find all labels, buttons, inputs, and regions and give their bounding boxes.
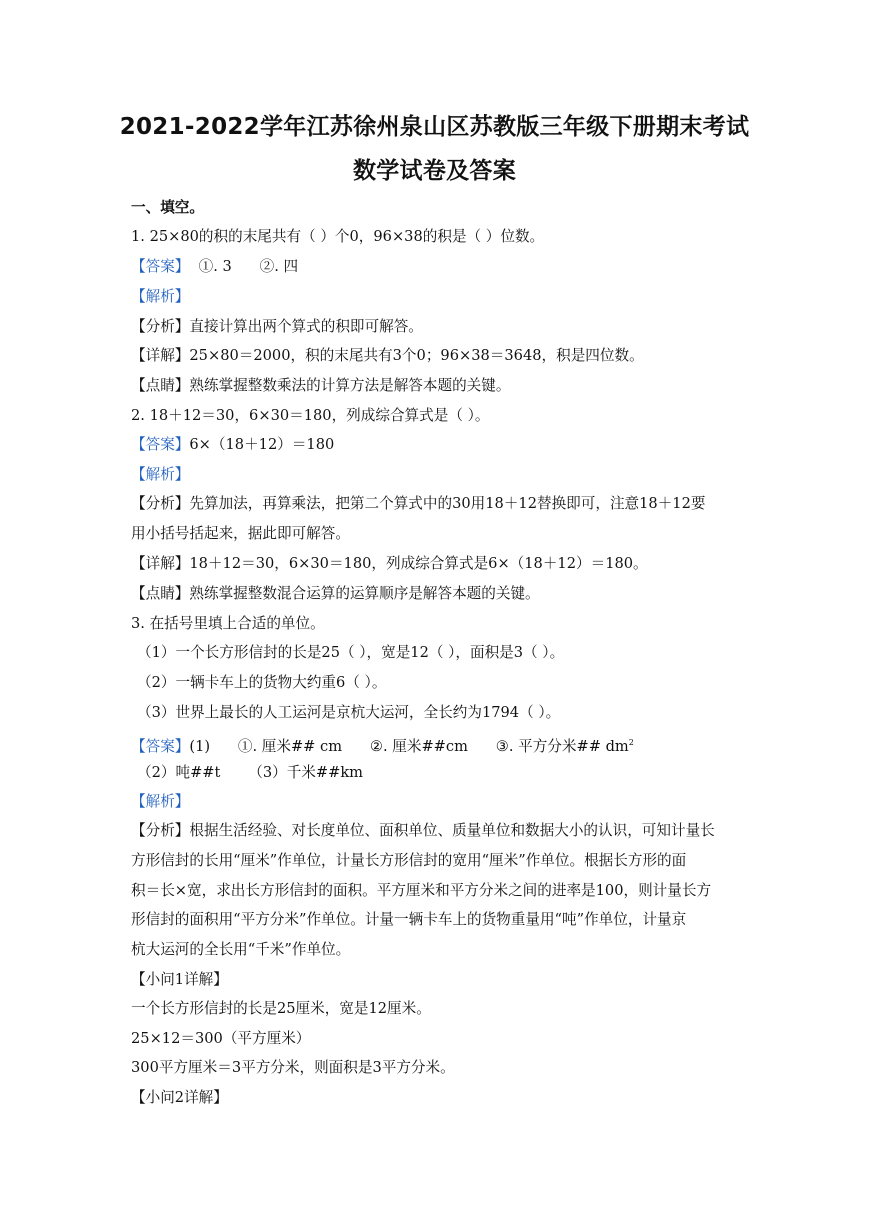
q3-fenxi: [131, 821, 715, 841]
q2-xiangjie: [131, 554, 648, 574]
question-1: 1. 25×80的积的末尾共有（ ）个0，96×38的积是（ ）位数。: [131, 228, 545, 245]
q3-fenxi-text-2: 方形信封的长用“厘米”作单位，计量长方形信封的宽用“厘米”作单位。根据长方形的面: [131, 852, 687, 869]
dianjing-tag: 【点睛】: [131, 585, 190, 602]
question-2: 2. 18＋12＝30，6×30＝180，列成综合算式是（ ）。: [131, 407, 490, 424]
q1-xiangjie-text: 25×80＝2000，积的末尾共有3个0；96×38＝3648，积是四位数。: [189, 347, 644, 364]
q3-sub2-detail-tag: 【小问2详解】: [131, 1089, 228, 1106]
q3-sub2: （2）一辆卡车上的货物大约重6（ ）。: [137, 674, 387, 691]
q1-answer: [131, 257, 298, 277]
q2-jiexi-tag: 【解析】: [131, 466, 190, 483]
q2-xiangjie-text: 18＋12＝30，6×30＝180，列成综合算式是6×（18＋12）＝180。: [189, 555, 648, 572]
q1-xiangjie: [131, 346, 644, 366]
q3-fenxi-text-5: 杭大运河的全长用“千米”作单位。: [131, 941, 351, 958]
answer-tag: 【答案】: [131, 738, 190, 755]
q3-jiexi-tag: 【解析】: [131, 793, 190, 810]
q3-answer-text-1: (1) ①. 厘米## cm ②. 厘米##cm ③. 平方分米## dm: [189, 738, 629, 755]
q1-dianjing-text: 熟练掌握整数乘法的计算方法是解答本题的关键。: [189, 377, 511, 394]
q1-jiexi-tag: 【解析】: [131, 288, 190, 305]
q3-sub1-detail-3: 300平方厘米＝3平方分米，则面积是3平方分米。: [131, 1059, 455, 1076]
xiangjie-tag: 【详解】: [131, 555, 190, 572]
question-3: 3. 在括号里填上合适的单位。: [131, 615, 325, 632]
dianjing-tag: 【点睛】: [131, 377, 190, 394]
q2-dianjing: [131, 584, 540, 604]
q3-sub1: （1）一个长方形信封的长是25（ ），宽是12（ ），面积是3（ ）。: [137, 644, 565, 661]
fenxi-tag: 【分析】: [131, 822, 190, 839]
q1-fenxi: [131, 317, 423, 337]
document-title-line1: 2021-2022学年江苏徐州泉山区苏教版三年级下册期末考试: [119, 114, 750, 140]
q2-answer: [131, 435, 334, 455]
q3-sub1-detail-2: 25×12＝300（平方厘米）: [131, 1030, 311, 1047]
q1-dianjing: [131, 376, 510, 396]
answer-tag: 【答案】: [131, 258, 190, 275]
q3-answer: [131, 733, 634, 757]
q1-fenxi-text: 直接计算出两个算式的积即可解答。: [189, 318, 423, 335]
q3-fenxi-text-1: 根据生活经验、对长度单位、面积单位、质量单位和数据大小的认识，可知计量长: [189, 822, 715, 839]
q2-fenxi: [131, 494, 705, 514]
section-heading: 一、填空。: [131, 199, 204, 216]
q2-fenxi-text-2: 用小括号括起来，据此即可解答。: [131, 525, 350, 542]
q2-answer-text: 6×（18＋12）＝180: [189, 436, 335, 453]
document-title-line2: 数学试卷及答案: [352, 158, 517, 184]
fenxi-tag: 【分析】: [131, 318, 190, 335]
q3-answer-text-2: （2）吨##t （3）千米##km: [137, 764, 364, 781]
q3-sub3: （3）世界上最长的人工运河是京杭大运河，全长约为1794（ ）。: [137, 704, 561, 721]
q3-fenxi-text-3: 积＝长×宽，求出长方形信封的面积。平方厘米和平方分米之间的进率是100，则计量长方: [131, 882, 712, 899]
xiangjie-tag: 【详解】: [131, 347, 190, 364]
q2-fenxi-text-1: 先算加法，再算乘法，把第二个算式中的30用18＋12替换即可，注意18＋12要: [189, 495, 706, 512]
q3-fenxi-text-4: 形信封的面积用“平方分米”作单位。计量一辆卡车上的货物重量用“吨”作单位，计量京: [131, 911, 687, 928]
superscript: 2: [628, 738, 634, 747]
fenxi-tag: 【分析】: [131, 495, 190, 512]
q3-sub1-detail-1: 一个长方形信封的长是25厘米，宽是12厘米。: [131, 1000, 431, 1017]
q2-dianjing-text: 熟练掌握整数混合运算的运算顺序是解答本题的关键。: [189, 585, 540, 602]
q1-answer-text: ①. 3 ②. 四: [189, 258, 299, 275]
q3-sub1-detail-tag: 【小问1详解】: [131, 971, 228, 988]
answer-tag: 【答案】: [131, 436, 190, 453]
